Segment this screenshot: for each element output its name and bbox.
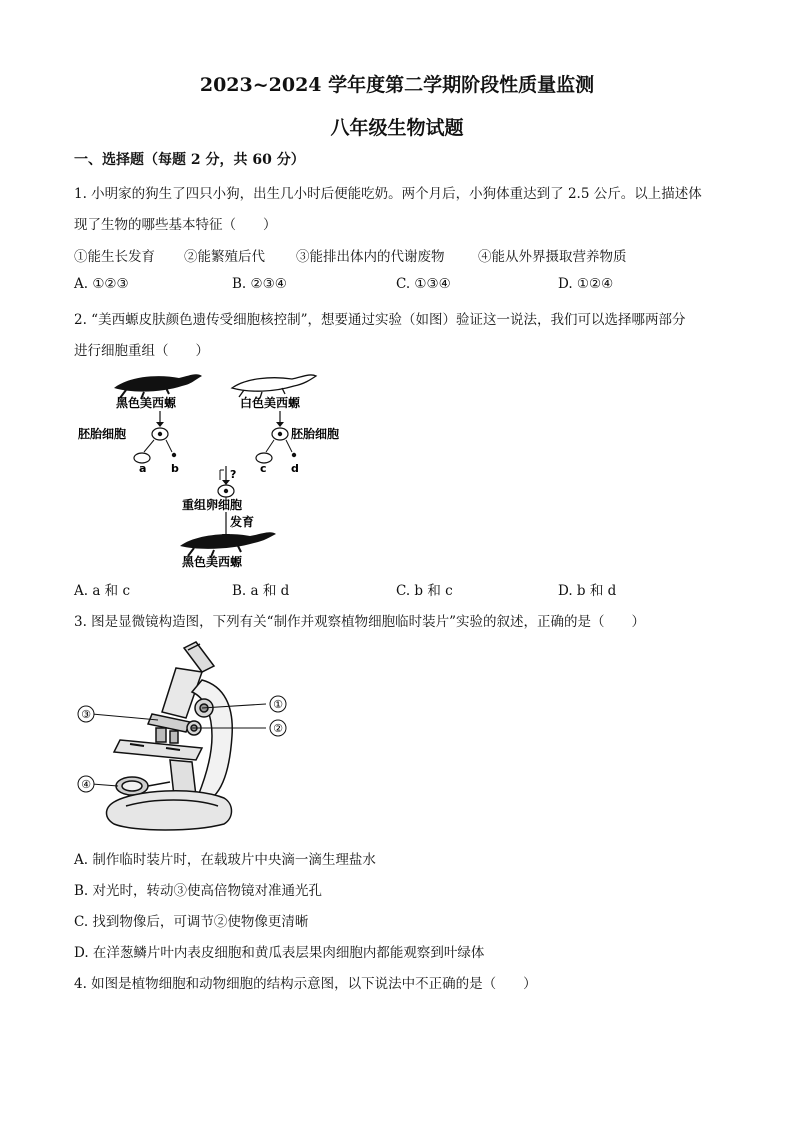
exam-subtitle: 八年级生物试题 bbox=[330, 117, 464, 139]
white-axolotl-icon bbox=[232, 375, 316, 398]
part-b-nucleus bbox=[172, 453, 176, 457]
q2-stem-line2: 进行细胞重组（ ） bbox=[74, 343, 209, 359]
q1-item-4: ④能从外界摄取营养物质 bbox=[478, 249, 627, 265]
q1-option-c[interactable]: C. ①③④ bbox=[396, 276, 451, 292]
embryo-cell-left-icon bbox=[152, 428, 168, 440]
result-black-axolotl-icon bbox=[180, 532, 276, 557]
q2-option-a[interactable]: A. a 和 c bbox=[74, 583, 131, 599]
part-a-label: a bbox=[139, 462, 147, 475]
q1-item-3: ③能排出体内的代谢废物 bbox=[296, 249, 445, 265]
question-mark: ? bbox=[230, 468, 237, 481]
label-1-marker bbox=[270, 696, 286, 712]
q2-option-b[interactable]: B. a 和 d bbox=[232, 583, 290, 599]
embryo-cell-right-label: 胚胎细胞 bbox=[291, 427, 340, 441]
embryo-cell-right-icon bbox=[272, 428, 288, 440]
label-3-marker bbox=[78, 706, 94, 722]
q4-stem: 4. 如图是植物细胞和动物细胞的结构示意图，以下说法中不正确的是（ ） bbox=[74, 976, 537, 992]
microscope-icon bbox=[107, 642, 233, 830]
white-axolotl-label: 白色美西螈 bbox=[240, 396, 301, 410]
develop-label: 发育 bbox=[230, 515, 255, 529]
q1-item-2: ②能繁殖后代 bbox=[184, 249, 265, 265]
q2-option-d[interactable]: D. b 和 d bbox=[558, 583, 617, 599]
q3-option-a[interactable]: A. 制作临时装片时，在载玻片中央滴一滴生理盐水 bbox=[74, 852, 376, 868]
label-2: ② bbox=[273, 722, 283, 735]
axolotl-experiment-diagram bbox=[74, 366, 374, 570]
q3-option-b[interactable]: B. 对光时，转动③使高倍物镜对准通光孔 bbox=[74, 883, 323, 899]
recombined-egg-icon bbox=[218, 485, 234, 497]
q1-stem-line1: 1. 小明家的狗生了四只小狗，出生几小时后便能吃奶。两个月后，小狗体重达到了 2.5 公斤。以上描述体 bbox=[74, 186, 702, 202]
q3-option-c[interactable]: C. 找到物像后，可调节②使物像更清晰 bbox=[74, 914, 309, 930]
microscope-diagram bbox=[74, 636, 304, 836]
q3-stem: 3. 图是显微镜构造图，下列有关“制作并观察植物细胞临时装片”实验的叙述，正确的是（ ） bbox=[74, 614, 645, 630]
black-axolotl-label: 黑色美西螈 bbox=[116, 396, 177, 410]
result-axolotl-label: 黑色美西螈 bbox=[182, 555, 243, 569]
label-1: ① bbox=[273, 698, 283, 711]
embryo-cell-left-label: 胚胎细胞 bbox=[78, 427, 127, 441]
exam-title: 2023~2024 学年度第二学期阶段性质量监测 bbox=[199, 74, 595, 96]
part-b-label: b bbox=[171, 462, 179, 475]
q1-stem-line2: 现了生物的哪些基本特征（ ） bbox=[74, 217, 277, 233]
q1-item-1: ①能生长发育 bbox=[74, 249, 155, 265]
q3-option-d[interactable]: D. 在洋葱鳞片叶内表皮细胞和黄瓜表层果肉细胞内都能观察到叶绿体 bbox=[74, 945, 485, 961]
part-c-label: c bbox=[260, 462, 267, 475]
label-2-marker bbox=[270, 720, 286, 736]
section-heading: 一、选择题（每题 2 分，共 60 分） bbox=[74, 152, 305, 168]
q1-option-d[interactable]: D. ①②④ bbox=[558, 276, 614, 292]
label-4-marker bbox=[78, 776, 94, 792]
recombined-egg-label: 重组卵细胞 bbox=[182, 498, 243, 512]
part-d-nucleus bbox=[292, 453, 296, 457]
q2-stem-line1: 2. “美西螈皮肤颜色遗传受细胞核控制”，想要通过实验（如图）验证这一说法，我们可以选择哪两部分 bbox=[74, 312, 686, 328]
part-d-label: d bbox=[291, 462, 299, 475]
q2-option-c[interactable]: C. b 和 c bbox=[396, 583, 453, 599]
q1-option-b[interactable]: B. ②③④ bbox=[232, 276, 287, 292]
label-3: ③ bbox=[81, 708, 91, 721]
q1-option-a[interactable]: A. ①②③ bbox=[74, 276, 129, 292]
label-4: ④ bbox=[81, 778, 91, 791]
